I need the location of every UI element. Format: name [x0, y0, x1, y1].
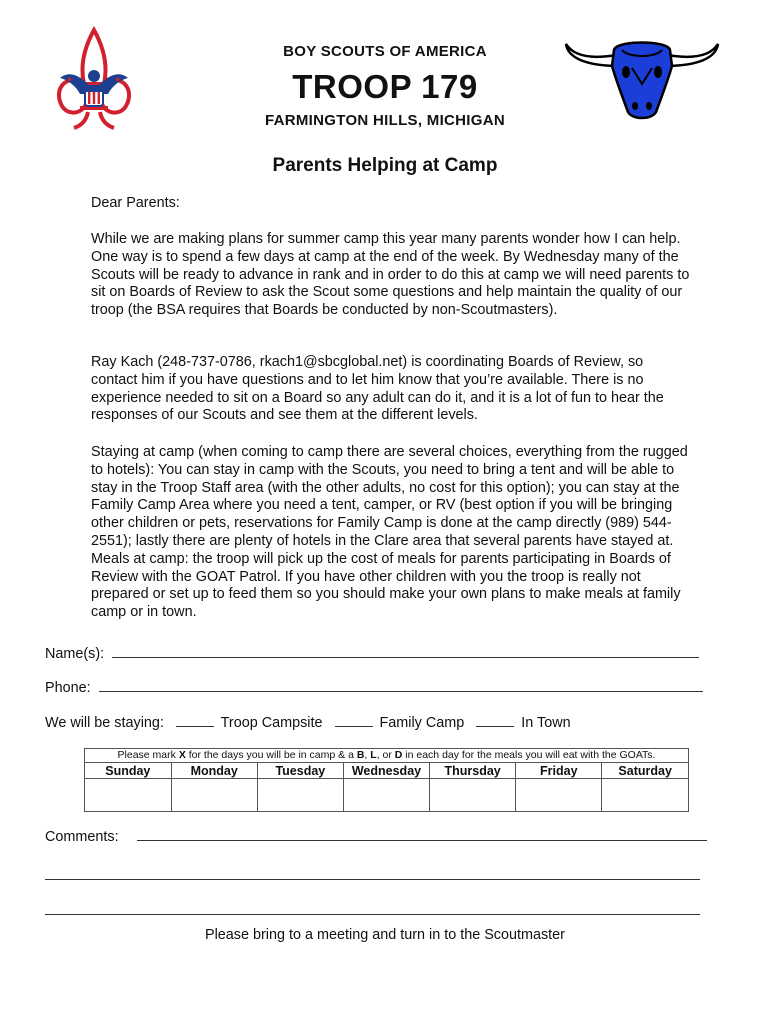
day-cell-saturday[interactable]: [602, 779, 688, 812]
day-cell-tuesday[interactable]: [257, 779, 343, 812]
day-header-friday: Friday: [516, 763, 602, 779]
svg-text:★: ★: [114, 75, 122, 84]
day-header-tuesday: Tuesday: [257, 763, 343, 779]
day-header-sunday: Sunday: [85, 763, 171, 779]
family-camp-blank[interactable]: [335, 712, 373, 727]
day-header-wednesday: Wednesday: [343, 763, 429, 779]
troop-location: FARMINGTON HILLS, MICHIGAN: [264, 112, 505, 129]
phone-row: [45, 677, 703, 697]
schedule-instructions: Please mark X for the days you will be in camp & a B, L, or D in each day for the meals you will eat with the GOATs.: [85, 749, 688, 763]
in-town-label: In Town: [521, 715, 571, 731]
name-row: [45, 643, 699, 663]
svg-text:★: ★: [66, 75, 74, 84]
org-name: BOY SCOUTS OF AMERICA: [283, 43, 487, 60]
day-cell-sunday[interactable]: [85, 779, 171, 812]
day-header-thursday: Thursday: [430, 763, 516, 779]
paragraph-boards-of-review: While we are making plans for summer camp this year many parents wonder how I can help. One way is to spend a few days at camp at the end of the week. By Wednesday many of the Scouts will be ready to advance in rank and in order to do this at camp we will need parents to sit on Boards of Review to ask the Scout some questions and help maintain the quality of our troop (the BSA requires that Boards be conducted by non-Scoutmasters).: [91, 231, 690, 319]
salutation: Dear Parents:: [91, 195, 180, 211]
day-header-monday: Monday: [171, 763, 257, 779]
day-cell-friday[interactable]: [516, 779, 602, 812]
troop-campsite-blank[interactable]: [176, 712, 214, 727]
family-camp-label: Family Camp: [379, 715, 465, 731]
name-field[interactable]: [112, 643, 699, 658]
phone-field[interactable]: [99, 677, 703, 692]
comments-label: Comments:: [45, 829, 119, 845]
schedule-table: [84, 748, 689, 812]
comments-row: [45, 826, 707, 846]
comments-line-3[interactable]: [45, 914, 700, 915]
in-town-blank[interactable]: [476, 712, 514, 727]
day-header-saturday: Saturday: [602, 763, 688, 779]
paragraph-contact: Ray Kach (248-737-0786, rkach1@sbcglobal.net) is coordinating Boards of Review, so contact him if you have questions and to let him know that you’re available. There is no experience needed to sit on a Board so any adult can do it, and it is a lot of fun to hear the responses of our Scouts and see them at the different levels.: [91, 354, 664, 424]
comments-line-2[interactable]: [45, 879, 700, 880]
footer-instructions: Please bring to a meeting and turn in to the Scoutmaster: [205, 927, 565, 943]
staying-label: We will be staying:: [45, 715, 164, 731]
paragraph-staying: Staying at camp (when coming to camp there are several choices, everything from the rugged to hotels): You can stay in camp with the Scouts, you need to bring a tent and will be able to stay in the Troop Staff area (with the other adults, no cost for this option); you can stay at the Family Camp Area where you need a tent, camper, or RV (best option if you will be bringing other children or pets, reservations for Family Camp is done at the camp directly (989) 544-2551); lastly there are plenty of hotels in the Clare area that several parents have stayed at. Meals at camp: the troop will pick up the cost of meals for parents participating in Boards of Review with the GOAT Patrol. If you have other children with you the troop is really not prepared or set up to feed them so you should make your own plans to make meals at family camp or in town.: [91, 444, 688, 621]
page-title: Parents Helping at Camp: [272, 155, 498, 176]
comments-field[interactable]: [137, 826, 707, 841]
phone-label: Phone:: [45, 680, 91, 696]
day-cell-wednesday[interactable]: [343, 779, 429, 812]
staying-row: [45, 712, 571, 732]
troop-campsite-label: Troop Campsite: [220, 715, 323, 731]
day-cell-thursday[interactable]: [430, 779, 516, 812]
troop-title: TROOP 179: [292, 68, 478, 105]
day-cell-monday[interactable]: [171, 779, 257, 812]
name-label: Name(s):: [45, 646, 105, 662]
